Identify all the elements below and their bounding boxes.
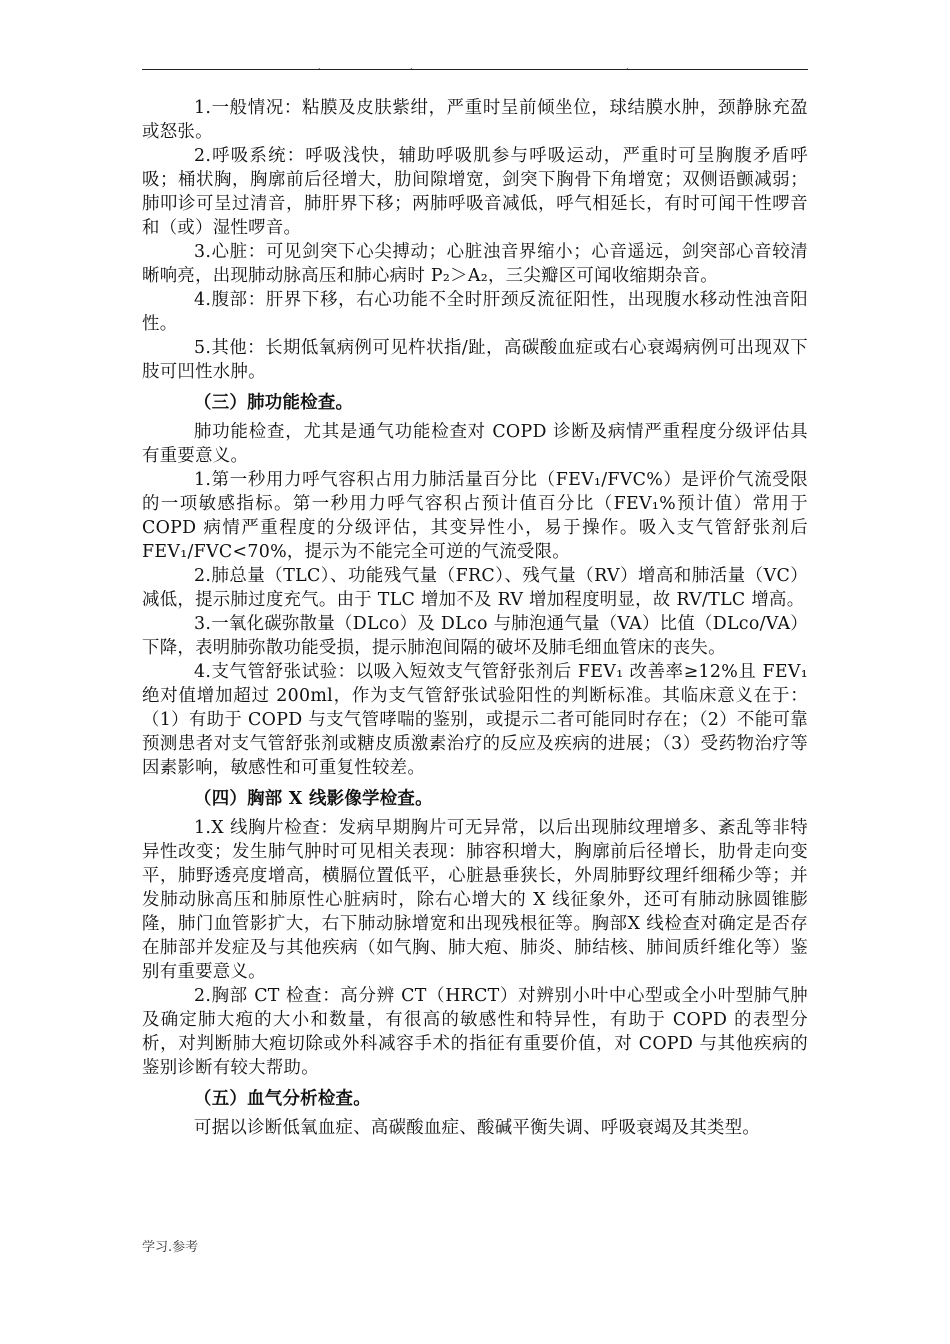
paragraph-blood-gas: 可据以诊断低氧血症、高碳酸血症、酸碱平衡失调、呼吸衰竭及其类型。 [194, 1118, 761, 1138]
paragraph-abdomen: 4.腹部：肝界下移，右心功能不全时肝颈反流征阳性，出现腹水移动性浊音阳性。 [142, 290, 808, 334]
paragraph-tlc: 2.肺总量（TLC）、功能残气量（FRC）、残气量（RV）增高和肺活量（VC）减低，提示肺过度充气。由于 TLC 增加不及 RV 增加程度明显，故 RV/TLC 增高。 [142, 566, 808, 610]
paragraph-chest-xray: 1.X 线胸片检查：发病早期胸片可无异常，以后出现肺纹理增多、紊乱等非特异性改变；发生肺气肿时可见相关表现：肺容积增大，胸廓前后径增长，肋骨走向变平，肺野透亮度增高，横膈位置低平，心脏悬垂狭长，外周肺野纹理纤细稀少等；并发肺动脉高压和肺原性心脏病时，除右心增大的 X 线征象外，还可有肺动脉圆锥膨隆，肺门血管影扩大，右下肺动脉增宽和出现残根征等。胸部X 线检查对确定是否存在肺部并发症及与其他疾病（如气胸、肺大疱、肺炎、肺结核、肺间质纤维化等）鉴别有重要意义。 [142, 818, 808, 982]
paragraph-fev1: 1.第一秒用力呼气容积占用力肺活量百分比（FEV₁/FVC%）是评价气流受限的一项敏感指标。第一秒用力呼气容积占预计值百分比（FEV₁%预计值）常用于 COPD 病情严重程度的分级评估，其变异性小，易于操作。吸入支气管舒张剂后 FEV₁/FVC<70%，提示为不能完全可逆的气流受限。 [142, 470, 808, 562]
header-dot: . [410, 62, 413, 71]
section-heading-lung-function: （三）肺功能检查。 [194, 393, 354, 413]
page-footer: 学习.参考 [142, 1240, 199, 1255]
section-heading-xray: （四）胸部 X 线影像学检查。 [194, 789, 433, 809]
paragraph-dlco: 3.一氧化碳弥散量（DLco）及 DLco 与肺泡通气量（VA）比值（DLco/VA）下降，表明肺弥散功能受损，提示肺泡间隔的破坏及肺毛细血管床的丧失。 [142, 614, 808, 658]
document-body [142, 96, 808, 1140]
header-dot: . [626, 62, 629, 71]
paragraph-heart: 3.心脏：可见剑突下心尖搏动；心脏浊音界缩小；心音遥远，剑突部心音较清晰响亮，出现肺动脉高压和肺心病时 P₂＞A₂，三尖瓣区可闻收缩期杂音。 [142, 242, 808, 286]
paragraph-general: 1.一般情况：粘膜及皮肤紫绀，严重时呈前倾坐位，球结膜水肿，颈静脉充盈或怒张。 [142, 98, 808, 142]
paragraph-bronchodilator: 4.支气管舒张试验：以吸入短效支气管舒张剂后 FEV₁ 改善率≥12%且 FEV₁ 绝对值增加超过 200ml，作为支气管舒张试验阳性的判断标准。其临床意义在于：（1）有助于 COPD 与支气管哮喘的鉴别，或提示二者可能同时存在；（2）不能可靠预测患者对支气管舒张剂或糖皮质激素治疗的反应及疾病的进展；（3）受药物治疗等因素影响，敏感性和可重复性较差。 [142, 662, 808, 778]
header-dot: . [318, 62, 321, 71]
paragraph-other: 5.其他：长期低氧病例可见杵状指/趾，高碳酸血症或右心衰竭病例可出现双下肢可凹性水肿。 [142, 338, 808, 382]
paragraph-chest-ct: 2.胸部 CT 检查：高分辨 CT（HRCT）对辨别小叶中心型或全小叶型肺气肿及确定肺大疱的大小和数量，有很高的敏感性和特异性，有助于 COPD 的表型分析，对判断肺大疱切除或外科减容手术的指征有重要价值，对 COPD 与其他疾病的鉴别诊断有较大帮助。 [142, 986, 808, 1078]
section-heading-blood-gas: （五）血气分析检查。 [194, 1089, 371, 1109]
header-rule [142, 69, 808, 70]
paragraph-lung-function-intro: 肺功能检查，尤其是通气功能检查对 COPD 诊断及病情严重程度分级评估具有重要意义。 [142, 422, 808, 466]
paragraph-respiratory: 2.呼吸系统：呼吸浅快，辅助呼吸肌参与呼吸运动，严重时可呈胸腹矛盾呼吸；桶状胸，胸廓前后径增大，肋间隙增宽，剑突下胸骨下角增宽；双侧语颤减弱；肺叩诊可呈过清音，肺肝界下移；两肺呼吸音减低，呼气相延长，有时可闻干性啰音和（或）湿性啰音。 [142, 146, 808, 238]
